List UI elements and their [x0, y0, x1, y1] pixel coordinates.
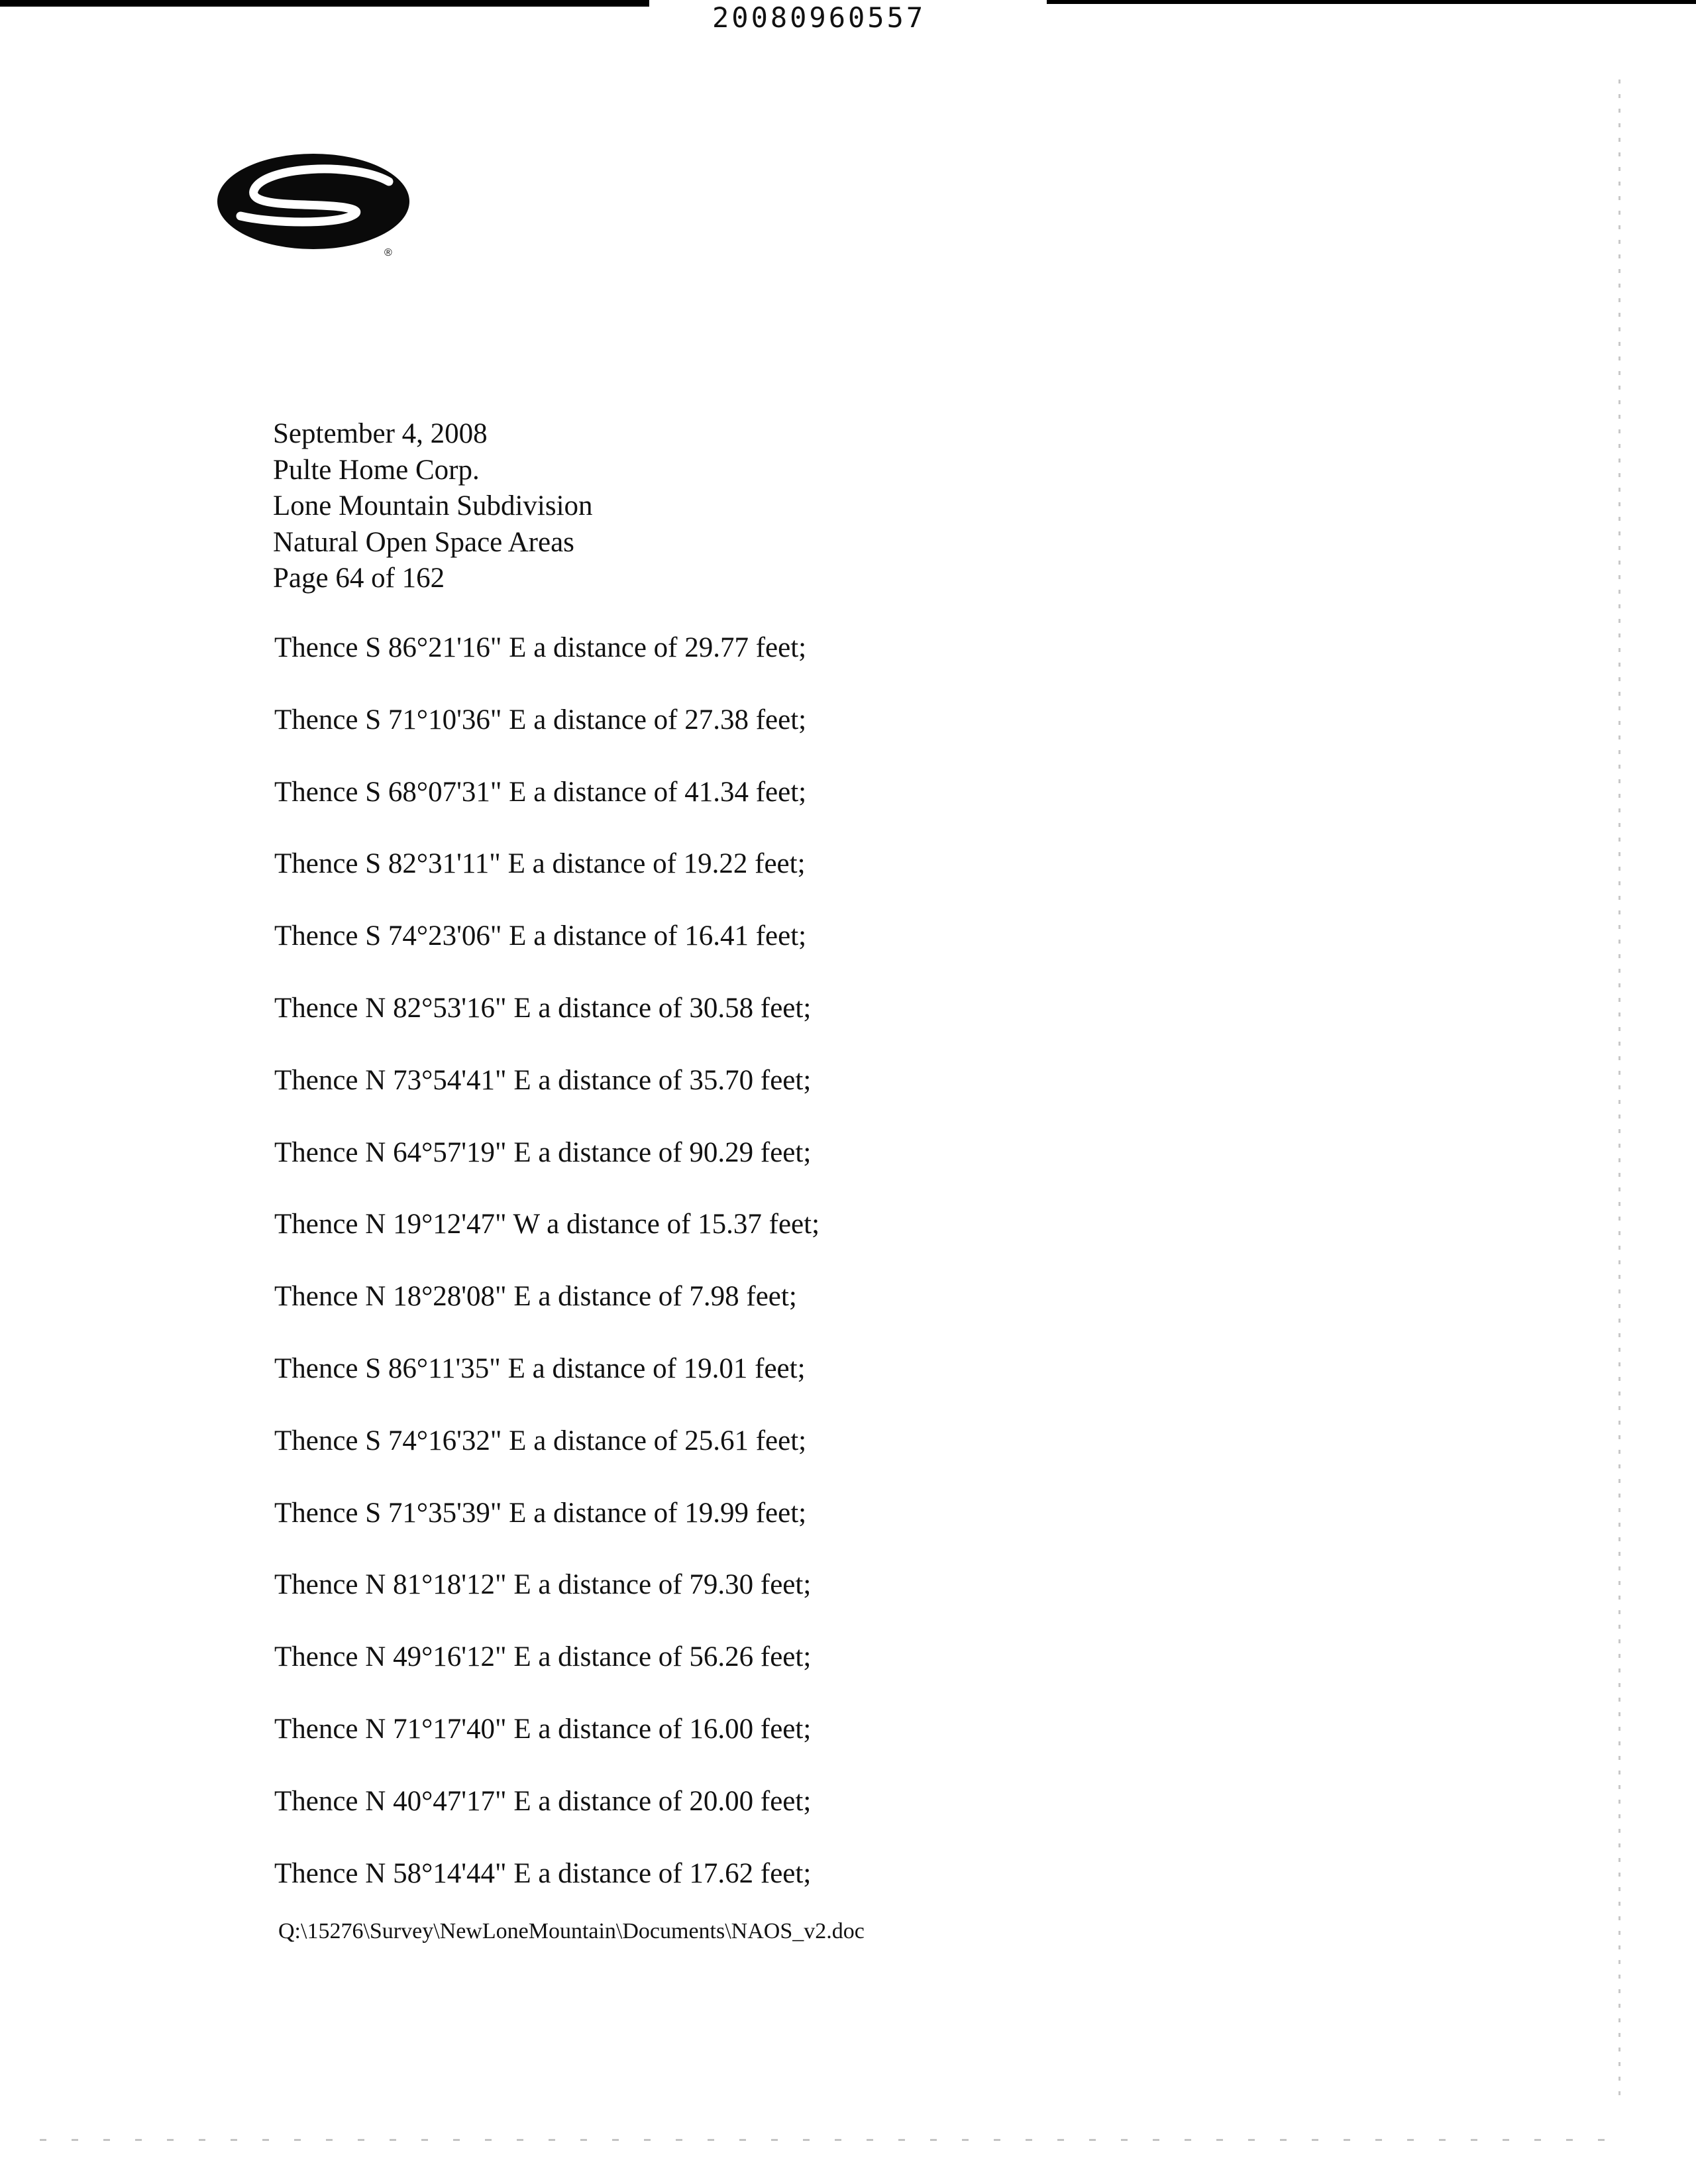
- header-page-number: Page 64 of 162: [273, 563, 445, 594]
- scan-border-top-left: [0, 0, 649, 7]
- survey-course: Thence S 82°31'11" E a distance of 19.22 feet;: [274, 848, 806, 880]
- company-s-logo-icon: [215, 147, 414, 260]
- survey-course: Thence N 49°16'12" E a distance of 56.26 feet;: [274, 1641, 812, 1673]
- header-subject: Natural Open Space Areas: [273, 526, 574, 558]
- header-project: Lone Mountain Subdivision: [273, 490, 593, 521]
- survey-course-list: [274, 629, 820, 1927]
- letter-header: [273, 416, 593, 597]
- survey-course: Thence S 86°21'16" E a distance of 29.77 feet;: [274, 632, 807, 663]
- survey-course: Thence S 68°07'31" E a distance of 41.34 feet;: [274, 776, 807, 808]
- survey-course: Thence N 73°54'41" E a distance of 35.70 feet;: [274, 1064, 812, 1096]
- survey-course: Thence N 71°17'40" E a distance of 16.00 feet;: [274, 1713, 812, 1745]
- header-date: September 4, 2008: [273, 418, 488, 449]
- survey-course: Thence S 74°23'06" E a distance of 16.41 feet;: [274, 920, 807, 952]
- scan-artifact-edge: [1618, 80, 1620, 2101]
- survey-course: Thence S 71°35'39" E a distance of 19.99 feet;: [274, 1497, 807, 1529]
- survey-course: Thence N 40°47'17" E a distance of 20.00 feet;: [274, 1785, 812, 1817]
- survey-course: Thence N 64°57'19" E a distance of 90.29 feet;: [274, 1136, 812, 1168]
- header-client: Pulte Home Corp.: [273, 454, 480, 486]
- survey-course: Thence S 74°16'32" E a distance of 25.61 feet;: [274, 1425, 807, 1456]
- scan-artifact-bottom: [40, 2139, 1630, 2141]
- scan-border-top-right: [1047, 0, 1696, 4]
- survey-course: Thence S 71°10'36" E a distance of 27.38 feet;: [274, 704, 807, 736]
- survey-course: Thence N 19°12'47" W a distance of 15.37 feet;: [274, 1209, 820, 1240]
- footer-file-path: Q:\15276\Survey\NewLoneMountain\Documents\NAOS_v2.doc: [278, 1919, 865, 1943]
- registered-mark: ®: [384, 247, 392, 258]
- survey-course: Thence N 18°28'08" E a distance of 7.98 feet;: [274, 1281, 797, 1313]
- survey-course: Thence N 58°14'44" E a distance of 17.62 feet;: [274, 1857, 812, 1889]
- survey-course: Thence N 81°18'12" E a distance of 79.30 feet;: [274, 1569, 812, 1601]
- document-number: 20080960557: [712, 1, 926, 34]
- survey-course: Thence N 82°53'16" E a distance of 30.58 feet;: [274, 992, 812, 1024]
- survey-course: Thence S 86°11'35" E a distance of 19.01 feet;: [274, 1352, 806, 1384]
